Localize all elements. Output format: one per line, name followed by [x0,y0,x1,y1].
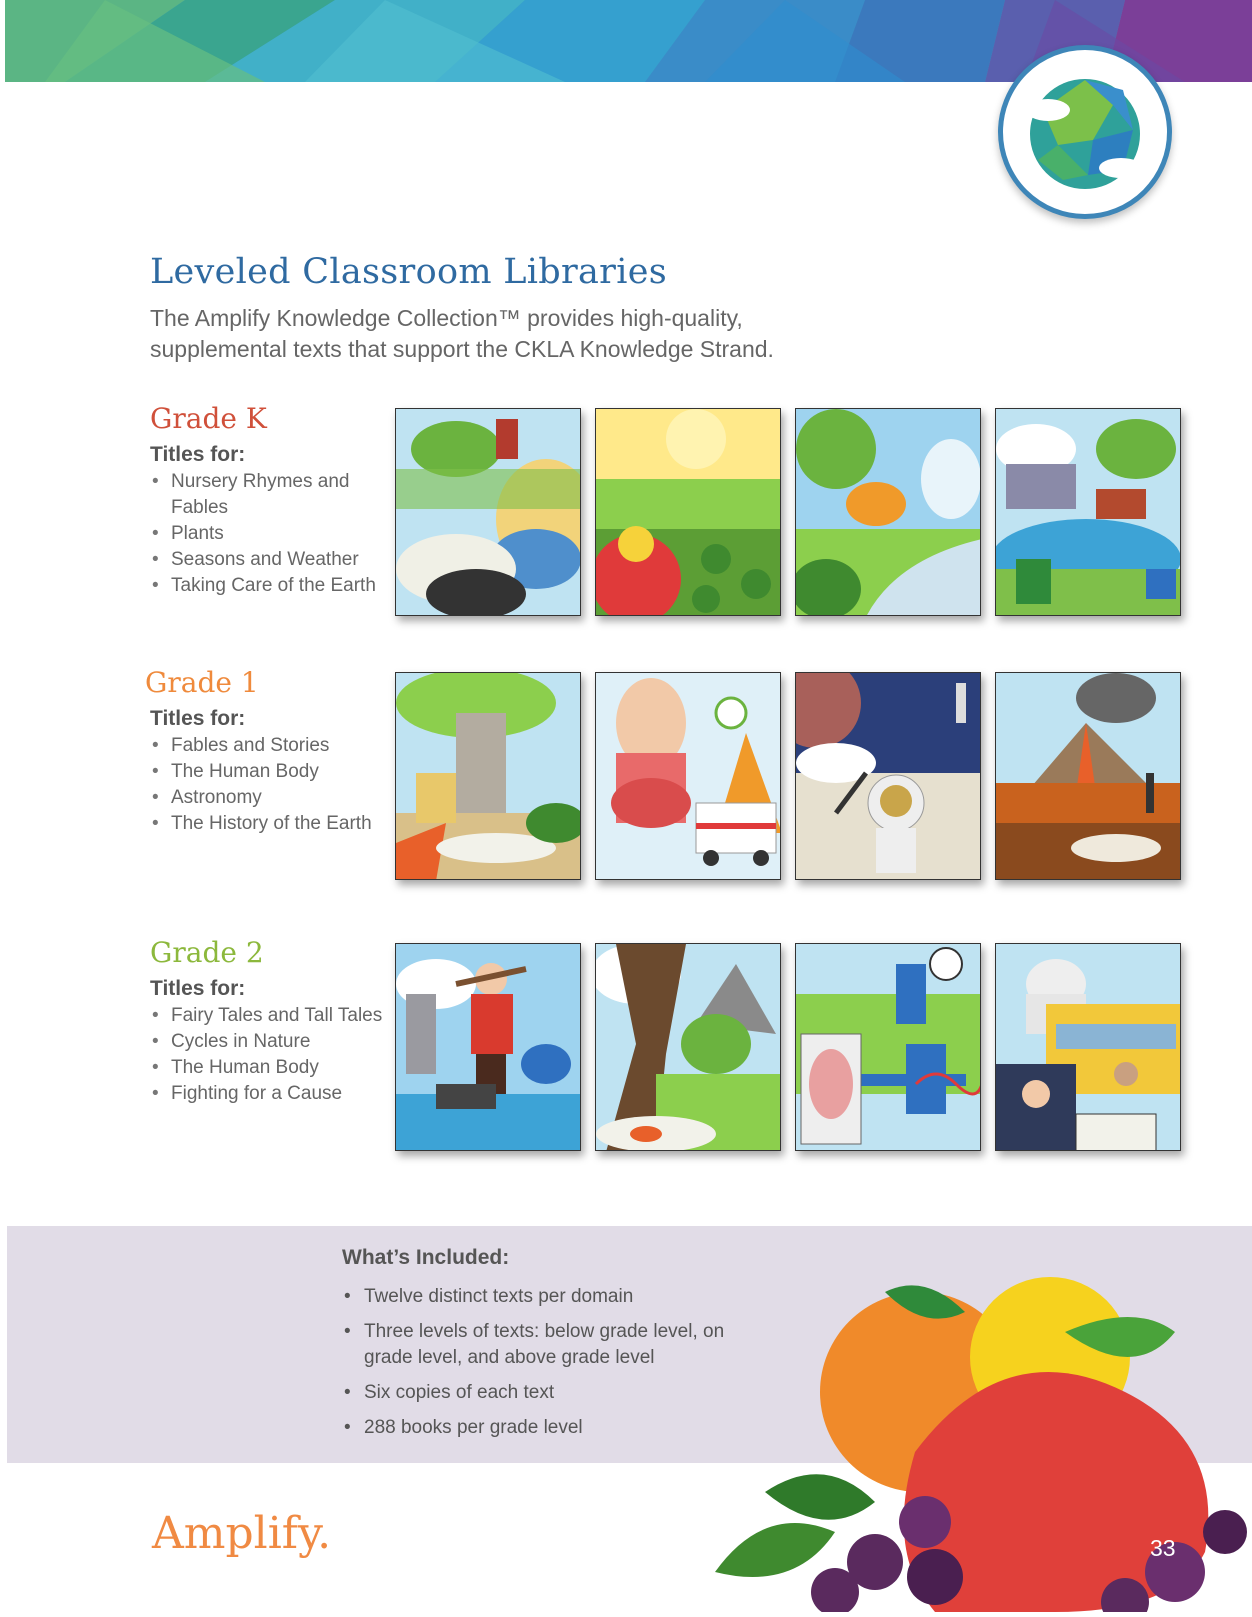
grade-k-heading: Grade K [150,402,267,435]
globe-icon [1003,50,1167,214]
titles-for-label: Titles for: [150,443,246,466]
whats-included-list [342,1284,762,1450]
intro-text: The Amplify Knowledge Collection™ provides high-quality, supplemental texts that support the CKLA Knowledge Strand. [150,305,774,362]
grade-k-topic-list [150,469,390,599]
page-title: Leveled Classroom Libraries [150,252,667,292]
list-item: • Fighting for a Cause [150,1081,390,1107]
list-item: • The Human Body [150,1055,390,1081]
book-cover-astronomy [795,672,981,880]
list-item: • Astronomy [150,785,385,811]
book-cover-history-earth [995,672,1181,880]
list-item: • Twelve distinct texts per domain [342,1284,762,1310]
book-cover-fairy-tall-tales [395,943,581,1151]
book-cover-seasons-weather [795,408,981,616]
page-edge [0,0,5,1612]
list-item: • Six copies of each text [342,1380,762,1406]
titles-for-label: Titles for: [150,977,246,1000]
grade-k-section [150,402,390,599]
list-item: • Seasons and Weather [150,547,390,573]
page-number: 33 [1150,1535,1176,1561]
globe-badge [998,45,1172,219]
grade-1-heading: Grade 1 [145,666,259,699]
titles-for-label: Titles for: [150,707,246,730]
book-cover-cycles-nature [595,943,781,1151]
list-item: • The Human Body [150,759,385,785]
grade-1-topic-list [150,733,385,837]
book-cover-fighting-cause [995,943,1181,1151]
book-cover-fables-stories [395,672,581,880]
list-item: • Plants [150,521,390,547]
grade-1-section [145,666,385,837]
book-cover-taking-care-earth [995,408,1181,616]
grade-2-section [150,936,390,1107]
grade-2-heading: Grade 2 [150,936,264,969]
list-item: • Nursery Rhymes and Fables [150,469,390,521]
list-item: • Fairy Tales and Tall Tales [150,1003,390,1029]
book-cover-nursery-rhymes [395,408,581,616]
list-item: • Three levels of texts: below grade level, on grade level, and above grade level [342,1319,762,1371]
list-item: • 288 books per grade level [342,1415,762,1441]
amplify-logo: Amplify. [152,1508,332,1559]
book-cover-plants [595,408,781,616]
book-cover-human-body-2 [795,943,981,1151]
list-item: • Fables and Stories [150,733,385,759]
list-item: • The History of the Earth [150,811,385,837]
list-item: • Taking Care of the Earth [150,573,390,599]
list-item: • Cycles in Nature [150,1029,390,1055]
whats-included-heading: What’s Included: [342,1246,510,1269]
grade-2-topic-list [150,1003,390,1107]
book-cover-human-body [595,672,781,880]
